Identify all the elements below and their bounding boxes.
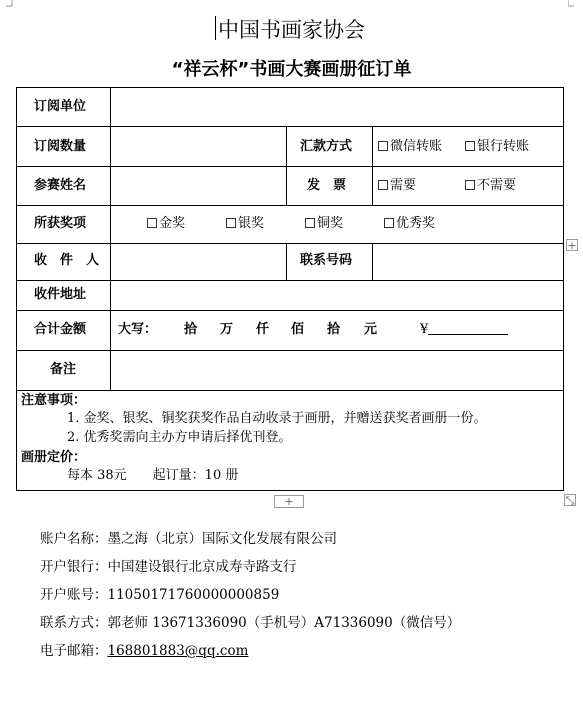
notes-item: 2. 优秀奖需向主办方申请后择优刊登。 bbox=[67, 430, 292, 445]
payment-option-bank[interactable] bbox=[465, 139, 529, 155]
address-field[interactable] bbox=[112, 282, 562, 309]
invoice-option-label: 需要 bbox=[390, 178, 417, 193]
recipient-field[interactable] bbox=[112, 245, 284, 279]
checkbox-icon bbox=[147, 218, 157, 228]
invoice-option-no[interactable] bbox=[465, 178, 516, 194]
invoice-option-yes[interactable] bbox=[378, 178, 416, 194]
checkbox-icon bbox=[378, 180, 388, 190]
phone-field[interactable] bbox=[374, 245, 562, 279]
table-divider bbox=[286, 126, 287, 206]
subscriber-field[interactable] bbox=[112, 89, 562, 125]
checkbox-icon bbox=[384, 218, 394, 228]
quantity-label: 订阅数量 bbox=[34, 139, 87, 154]
award-option-silver[interactable] bbox=[226, 216, 264, 232]
amount-unit: 拾 bbox=[184, 322, 198, 337]
table-rule bbox=[16, 280, 564, 281]
account-number: 开户账号：11050171760000000859 bbox=[40, 587, 280, 603]
award-option-label: 优秀奖 bbox=[396, 216, 436, 231]
subscriber-label: 订阅单位 bbox=[34, 99, 87, 114]
award-option-label: 银奖 bbox=[238, 216, 265, 231]
account-bank: 开户银行：中国建设银行北京成寿寺路支行 bbox=[40, 559, 297, 575]
remarks-label: 备注 bbox=[50, 362, 77, 377]
remarks-field[interactable] bbox=[112, 352, 562, 389]
amount-blank bbox=[428, 322, 508, 335]
participant-name-label: 参赛姓名 bbox=[34, 178, 87, 193]
award-option-gold[interactable] bbox=[147, 216, 185, 232]
add-row-icon[interactable]: + bbox=[274, 495, 304, 508]
table-rule bbox=[16, 390, 564, 391]
currency-symbol: ¥ bbox=[420, 322, 429, 337]
table-divider bbox=[110, 87, 111, 391]
amount-numeric-field[interactable] bbox=[420, 322, 508, 338]
notes-title: 注意事项： bbox=[21, 393, 87, 408]
email-label: 电子邮箱： bbox=[40, 643, 108, 659]
award-label: 所获奖项 bbox=[34, 216, 87, 231]
award-option-label: 金奖 bbox=[159, 216, 186, 231]
checkbox-icon bbox=[305, 218, 315, 228]
table-rule bbox=[16, 166, 564, 167]
table-rule bbox=[16, 350, 564, 351]
address-label: 收件地址 bbox=[34, 287, 87, 302]
payment-option-label: 银行转账 bbox=[477, 139, 530, 154]
account-name: 账户名称：墨之海（北京）国际文化发展有限公司 bbox=[40, 531, 337, 547]
table-rule bbox=[16, 310, 564, 311]
total-label: 合计金额 bbox=[34, 322, 87, 337]
checkbox-icon bbox=[465, 180, 475, 190]
price-line: 每本 38元 起订量：10 册 bbox=[67, 468, 239, 483]
amount-unit: 佰 bbox=[291, 322, 305, 337]
phone-label: 联系号码 bbox=[300, 253, 353, 268]
amount-unit: 拾 bbox=[327, 322, 341, 337]
payment-method-label: 汇款方式 bbox=[300, 139, 353, 154]
checkbox-icon bbox=[465, 141, 475, 151]
org-title: 中国书画家协会 bbox=[218, 18, 365, 42]
table-rule bbox=[16, 205, 564, 206]
page-corner-mark-right bbox=[568, 0, 575, 7]
table-divider bbox=[372, 243, 373, 280]
checkbox-icon bbox=[378, 141, 388, 151]
checkbox-icon bbox=[226, 218, 236, 228]
account-email bbox=[40, 639, 248, 659]
payment-option-label: 微信转账 bbox=[390, 139, 443, 154]
award-option-label: 铜奖 bbox=[317, 216, 344, 231]
quantity-field[interactable] bbox=[112, 128, 284, 164]
price-title: 画册定价： bbox=[21, 450, 87, 465]
participant-name-field[interactable] bbox=[112, 168, 284, 204]
table-rule bbox=[16, 243, 564, 244]
add-column-icon[interactable]: + bbox=[567, 239, 577, 252]
table-divider bbox=[372, 126, 373, 206]
amount-prefix: 大写： bbox=[118, 322, 158, 337]
amount-unit: 元 bbox=[364, 322, 378, 337]
notes-item: 1. 金奖、银奖、铜奖获奖作品自动收录于画册，并赠送获奖者画册一份。 bbox=[67, 411, 487, 426]
page-corner-mark-left bbox=[6, 0, 13, 7]
table-resize-icon[interactable]: ⤡ bbox=[565, 494, 575, 507]
form-title: “祥云杯”书画大赛画册征订单 bbox=[171, 59, 412, 80]
table-divider bbox=[286, 243, 287, 280]
table-rule bbox=[16, 126, 564, 127]
invoice-option-label: 不需要 bbox=[477, 178, 517, 193]
award-option-bronze[interactable] bbox=[305, 216, 343, 232]
account-contact: 联系方式：郭老师 13671336090（手机号）A71336090（微信号） bbox=[40, 615, 461, 631]
email-link[interactable]: 168801883@qq.com bbox=[107, 643, 249, 659]
payment-option-wechat[interactable] bbox=[378, 139, 442, 155]
amount-unit: 仟 bbox=[256, 322, 270, 337]
invoice-label: 发 票 bbox=[307, 178, 347, 193]
award-option-excellence[interactable] bbox=[384, 216, 435, 232]
recipient-label: 收 件 人 bbox=[34, 253, 100, 268]
amount-unit: 万 bbox=[220, 322, 234, 337]
